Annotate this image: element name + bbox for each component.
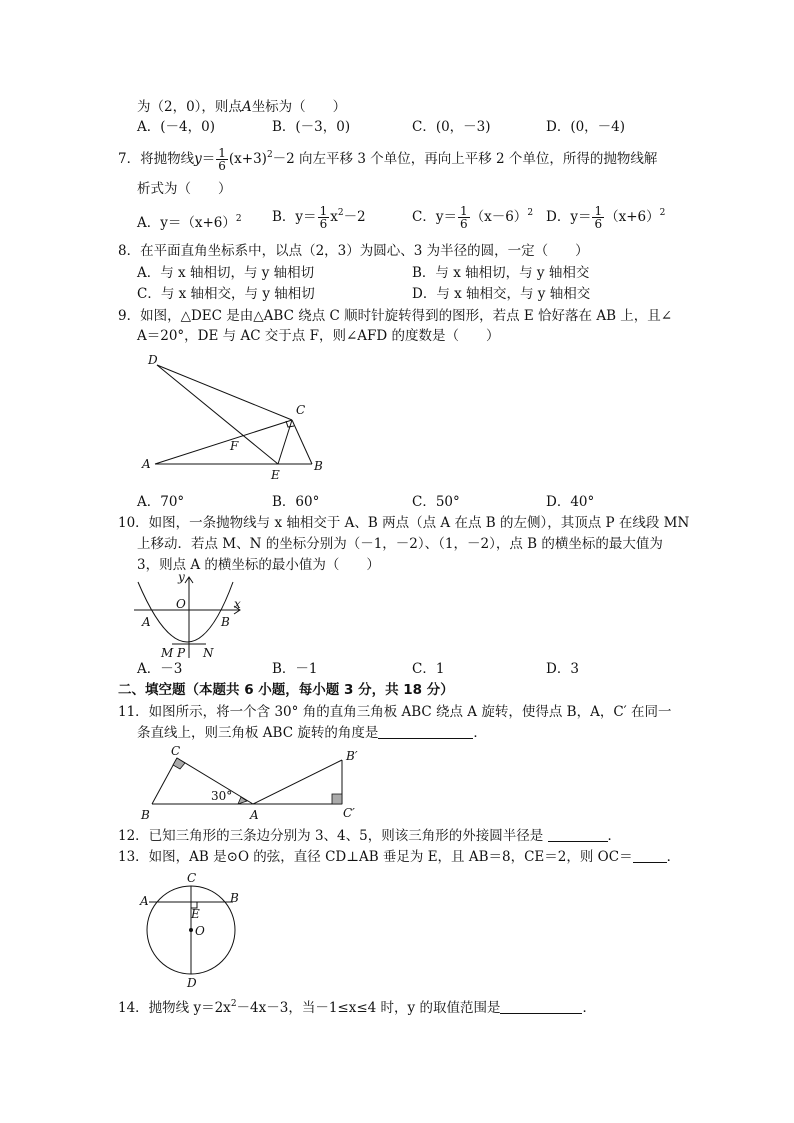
q9-segment-ac (155, 420, 292, 464)
q10-label-x: x (234, 597, 241, 611)
q8-option-c[interactable]: C．与 x 轴相交，与 y 轴相切 (137, 286, 315, 302)
q11-right-angle-c1 (332, 794, 342, 804)
q9-stem-line2: A＝20°，DE 与 AC 交于点 F，则∠AFD 的度数是（ ） (137, 328, 500, 344)
q10-stem: 10．如图，一条抛物线与 x 轴相交于 A、B 两点（点 A 在点 B 的左侧），其顶点 P 在线段 MN (118, 515, 690, 531)
q8-option-d[interactable]: D．与 x 轴相交，与 y 轴相交 (412, 286, 591, 302)
q6-option-a[interactable]: A．(－4，0) (137, 119, 215, 135)
q9-option-c[interactable]: C．50° (412, 494, 460, 510)
q6-text-2: 坐标为（ ） (251, 99, 347, 115)
q13-center-dot (189, 928, 193, 932)
q7-stem-line2: 析式为（ ） (137, 181, 232, 197)
q11-label-a: A (250, 808, 259, 822)
q6-text: 为（2，0），则点 (137, 99, 242, 115)
q6-point-a: A (241, 99, 252, 115)
q13-label-a: A (140, 894, 149, 908)
q7-fraction: $\frac{1}{6}$ (218, 146, 226, 173)
q10-label-y: y (178, 572, 185, 584)
q11-right-angle-c (173, 758, 185, 769)
q9-label-b: B (314, 459, 323, 473)
q10-stem-line3: 3，则点 A 的横坐标的最小值为（ ） (137, 557, 380, 573)
q11-segment-ab1 (253, 760, 342, 804)
q13-label-o: O (195, 924, 205, 938)
q10-option-d[interactable]: D．3 (546, 661, 579, 677)
q11-label-b-prime: B′ (346, 749, 358, 763)
q10-figure (130, 572, 250, 660)
q14-stem: 14．抛物线 $y=2x^2-4x-3$，当－1≤x≤4 时，y 的取值范围是 ． (118, 999, 596, 1016)
q10-option-c[interactable]: C．1 (412, 661, 445, 677)
section-2-title: 二、填空题（本题共 6 小题，每小题 3 分，共 18 分） (118, 682, 454, 698)
q11-label-c: C (171, 744, 181, 758)
q6-option-c[interactable]: C．(0，－3) (412, 119, 491, 135)
q9-stem: 9．如图，△DEC 是由△ABC 绕点 C 顺时针旋转得到的图形，若点 E 恰好落在 AB 上，且∠ (118, 308, 673, 324)
q9-option-a[interactable]: A．70° (137, 494, 185, 510)
q9-segment-de (157, 365, 278, 464)
q7-option-c[interactable]: C．y＝ $\frac{1}{6}$ $(x-6)^2$ (412, 204, 534, 231)
q11-label-c-prime: C′ (343, 806, 355, 820)
q11-figure (135, 742, 370, 824)
q10-label-b: B (221, 615, 230, 629)
q14-answer-blank[interactable] (500, 1001, 582, 1014)
q11-label-30: 30° (211, 789, 233, 803)
q9-segment-dc (157, 365, 292, 420)
q9-segment-bc (292, 420, 312, 464)
q13-stem: 13．如图，AB 是⊙O 的弦，直径 CD⊥AB 垂足为 E，且 AB＝8，CE＝2，则 OC＝ ． (118, 849, 681, 865)
q8-option-a[interactable]: A．与 x 轴相切，与 y 轴相切 (137, 265, 315, 281)
q9-label-f: F (230, 439, 239, 453)
q6-option-d[interactable]: D．(0，－4) (546, 119, 626, 135)
q10-label-p: P (177, 646, 186, 660)
q9-figure (130, 348, 340, 480)
q10-parabola (138, 582, 233, 642)
q12-stem: 12．已知三角形的三条边分别为 3、4、5，则该三角形的外接圆半径是 ． (118, 828, 622, 844)
q10-label-n: N (203, 646, 214, 660)
q11-answer-blank[interactable] (378, 726, 473, 739)
q13-label-b: B (230, 891, 239, 905)
q13-label-d: D (187, 976, 197, 990)
q10-label-o: O (176, 597, 186, 611)
q9-label-a: A (142, 457, 151, 471)
q13-label-c: C (187, 871, 197, 885)
q9-option-d[interactable]: D．40° (546, 494, 595, 510)
q11-angle-mark (238, 797, 247, 804)
q8-option-b[interactable]: B．与 x 轴相切，与 y 轴相交 (412, 265, 590, 281)
q10-stem-line2: 上移动．若点 M、N 的坐标分别为（－1，－2）、（1，－2），点 B 的横坐标的最大值为 (137, 536, 663, 552)
q13-label-e: E (191, 907, 200, 921)
q12-answer-blank[interactable] (548, 829, 608, 842)
q7-option-b[interactable]: B．y＝ $\frac{1}{6}$ $x^2-2$ (272, 204, 366, 231)
q11-label-b: B (141, 808, 150, 822)
q8-stem: 8．在平面直角坐标系中，以点（2，3）为圆心、3 为半径的圆，一定（ ） (118, 243, 589, 259)
q11-stem-line2: 条直线上，则三角板 ABC 旋转的角度是 ． (137, 725, 487, 741)
q6-option-b[interactable]: B．(－3，0) (272, 119, 351, 135)
q10-label-m: M (161, 646, 174, 660)
q11-stem: 11．如图所示，将一个含 30° 角的直角三角板 ABC 绕点 A 旋转，使得点 B，A，C′ 在同一 (118, 704, 672, 720)
q7-stem: 7．将抛物线y＝ $\frac{1}{6}$ $(x+3)^2-2$ 向左平移 3 个单位，再向上平移 2 个单位，所得的抛物线解 (118, 146, 658, 173)
q9-option-b[interactable]: B．60° (272, 494, 320, 510)
q7-option-a[interactable]: A．$y=(x+6)^2$ (137, 214, 242, 231)
q7-option-d[interactable]: D．y＝ $\frac{1}{6}$ $(x+6)^2$ (546, 204, 666, 231)
q6-continuation (137, 98, 346, 116)
q9-label-d: D (148, 353, 158, 367)
q10-label-a: A (142, 615, 151, 629)
q13-answer-blank[interactable] (633, 850, 667, 863)
q10-option-b[interactable]: B．－1 (272, 661, 318, 677)
q10-option-a[interactable]: A．－3 (137, 661, 183, 677)
q9-label-c: C (296, 403, 306, 417)
q13-figure (135, 866, 250, 990)
q9-label-e: E (271, 468, 280, 480)
